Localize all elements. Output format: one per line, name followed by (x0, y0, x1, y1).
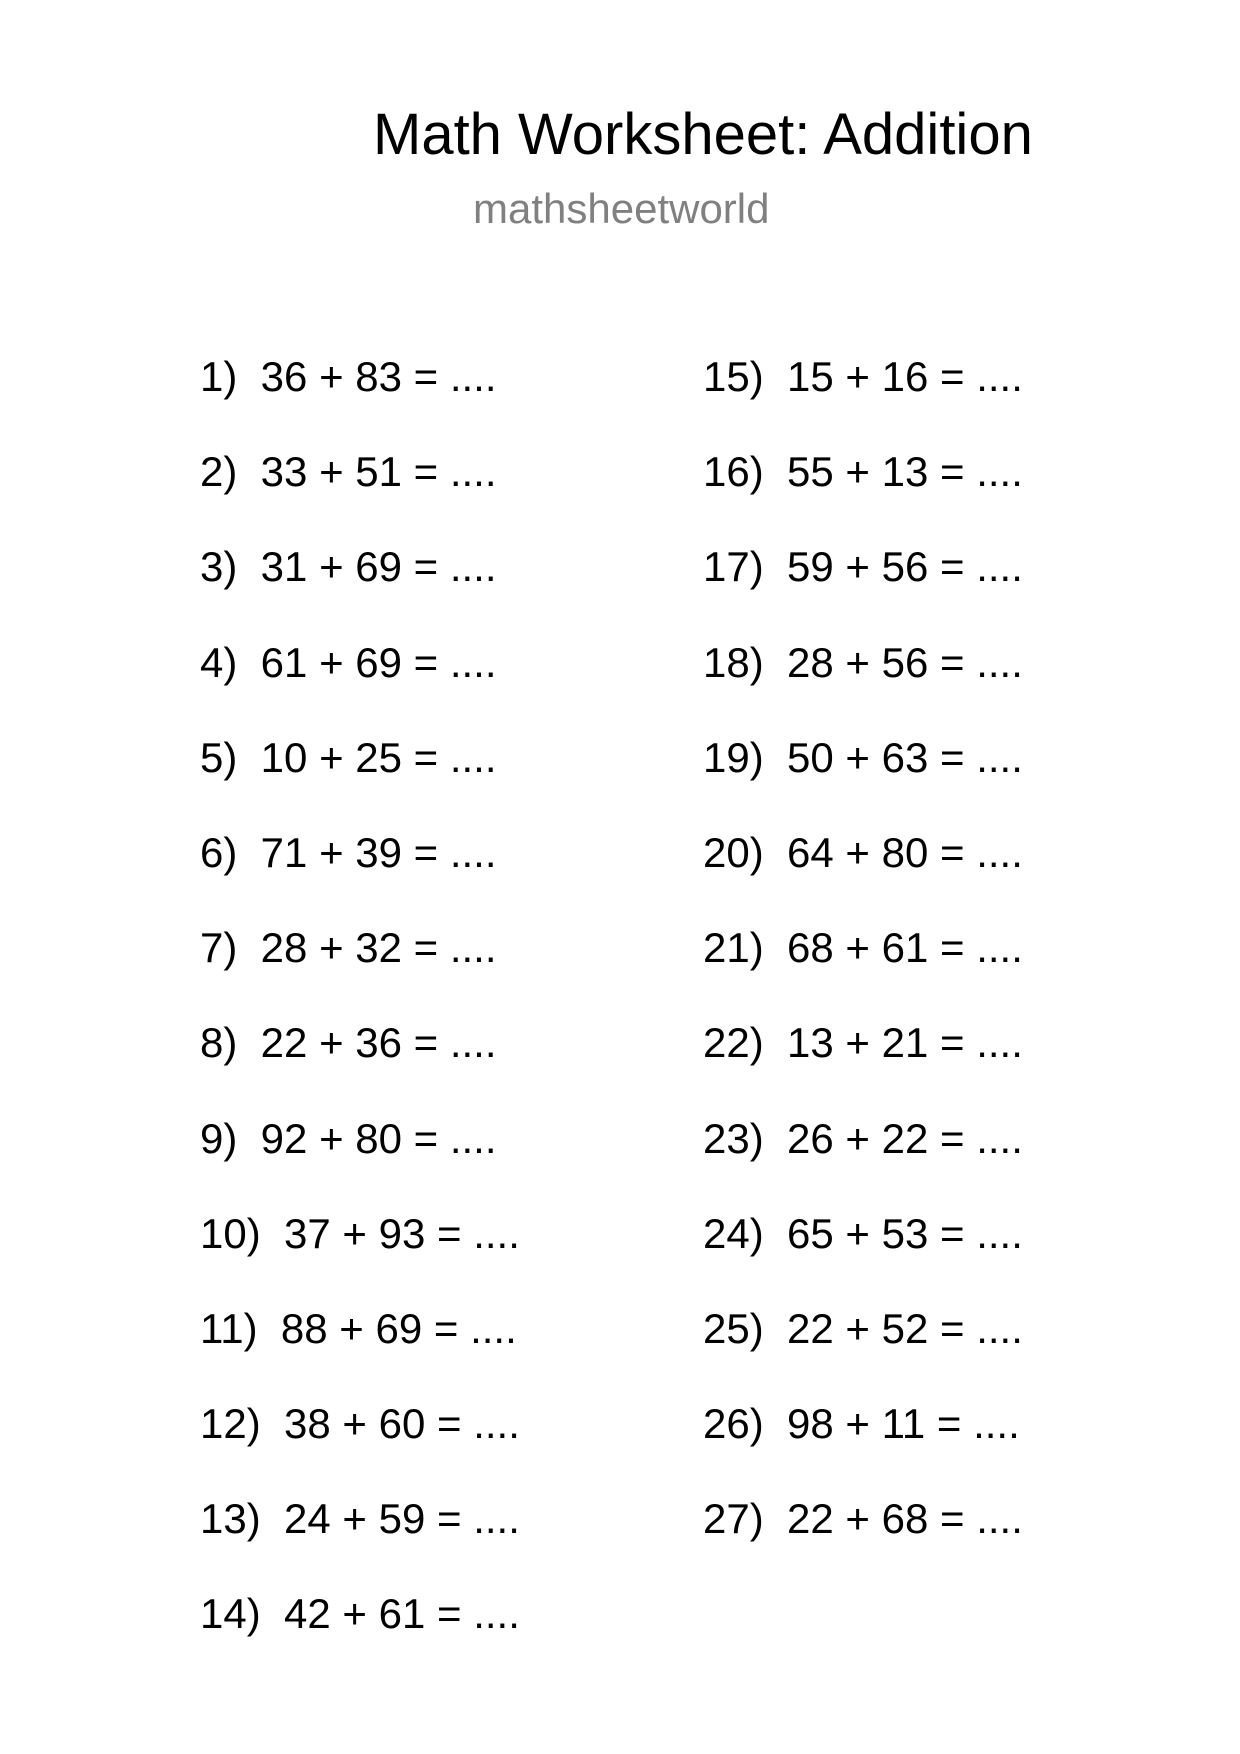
problem-4: 4) 61 + 69 = .... (200, 638, 497, 686)
problem-11: 11) 88 + 69 = .... (200, 1304, 517, 1352)
problem-18: 18) 28 + 56 = .... (703, 638, 1023, 686)
problem-3: 3) 31 + 69 = .... (200, 543, 497, 591)
problem-column-left (200, 350, 640, 1683)
problem-9: 9) 92 + 80 = .... (200, 1114, 497, 1162)
problem-20: 20) 64 + 80 = .... (703, 828, 1023, 876)
problem-19: 19) 50 + 63 = .... (703, 733, 1023, 781)
problem-14: 14) 42 + 61 = .... (200, 1590, 520, 1638)
problem-15: 15) 15 + 16 = .... (703, 353, 1023, 400)
problem-17: 17) 59 + 56 = .... (703, 543, 1023, 591)
problem-21: 21) 68 + 61 = .... (703, 924, 1023, 972)
problem-23: 23) 26 + 22 = .... (703, 1114, 1023, 1162)
problem-6: 6) 71 + 39 = .... (200, 828, 497, 876)
problem-2: 2) 33 + 51 = .... (200, 448, 497, 496)
site-name: mathsheetworld (473, 185, 770, 232)
problem-22: 22) 13 + 21 = .... (703, 1019, 1023, 1067)
problem-12: 12) 38 + 60 = .... (200, 1400, 520, 1448)
problem-5: 5) 10 + 25 = .... (200, 733, 497, 781)
problem-column-right (703, 350, 1143, 1587)
problem-8: 8) 22 + 36 = .... (200, 1019, 497, 1067)
problem-26: 26) 98 + 11 = .... (703, 1400, 1020, 1448)
problem-13: 13) 24 + 59 = .... (200, 1495, 520, 1543)
problem-24: 24) 65 + 53 = .... (703, 1209, 1023, 1257)
problem-27: 27) 22 + 68 = .... (703, 1495, 1023, 1543)
problem-10: 10) 37 + 93 = .... (200, 1209, 520, 1257)
problem-16: 16) 55 + 13 = .... (703, 448, 1023, 496)
problem-25: 25) 22 + 52 = .... (703, 1304, 1023, 1352)
page-title: Math Worksheet: Addition (373, 102, 1033, 167)
problem-1: 1) 36 + 83 = .... (200, 353, 497, 400)
problem-7: 7) 28 + 32 = .... (200, 924, 497, 972)
